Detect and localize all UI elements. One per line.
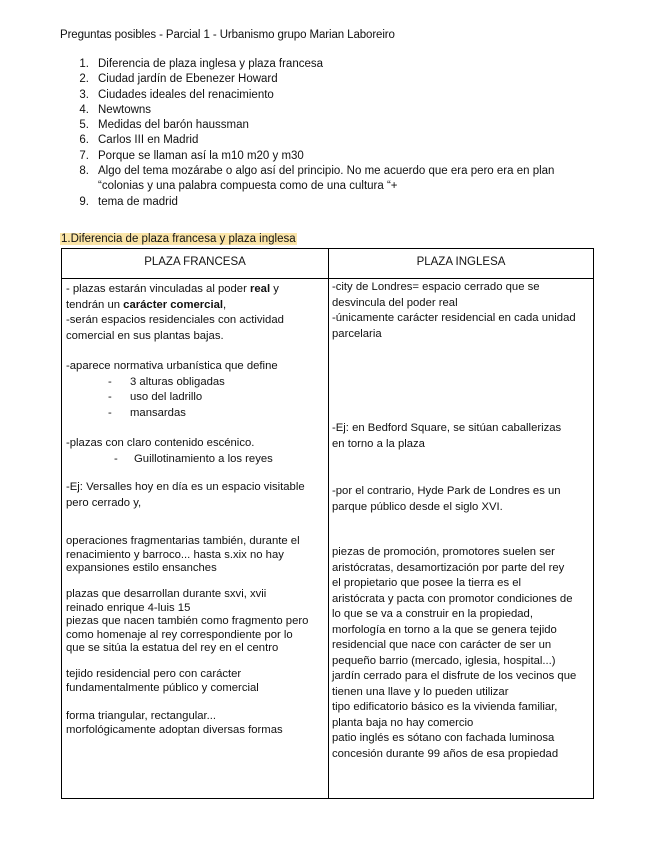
list-item: 3. Ciudades ideales del renacimiento — [79, 88, 274, 101]
francesa-block-2: -aparece normativa urbanística que define - 3 alturas obligadas - uso del ladrillo - mansardas — [66, 359, 278, 421]
list-item: 9. tema de madrid — [79, 195, 178, 208]
list-item: 7. Porque se llaman así la m10 m20 y m30 — [79, 149, 304, 162]
list-item: 6. Carlos III en Madrid — [79, 134, 199, 147]
list-item: 1. Diferencia de plaza inglesa y plaza francesa — [79, 58, 324, 70]
list-item: 4. Newtowns — [79, 103, 152, 116]
questions-list — [60, 57, 560, 210]
header-rule — [62, 278, 593, 279]
francesa-block-5: operaciones fragmentarias también, durante el renacimiento y barroco... hasta s.xix no hay expansiones estilo ensanches — [66, 535, 300, 574]
francesa-block-8: forma triangular, rectangular... morfológicamente adoptan diversas formas — [66, 710, 283, 736]
sub-item: - 3 alturas obligadas — [108, 375, 225, 388]
inglesa-block-4: piezas de promoción, promotores suelen ser aristócratas, desamortización por parte del rey el propietario que posee la tierra es el aristócrata y pacta con promotor condiciones de lo que se va a construir en la propiedad, morfología en torno a la que se genera tejido residencial que nace con carácter de ser un pequeño barrio (mercado, iglesia, hospital...) jardín cerrado para el disfrute de los vecinos que tienen una llave y lo pueden utilizar tipo edificatorio básico es la vivienda familiar, planta baja no hay comercio patio inglés es sótano con fachada luminosa concesión durante 99 años de esa propiedad — [332, 546, 577, 760]
list-item: 8. Algo del tema mozárabe o algo así del principio. No me acuerdo que era pero era en plan “colonias y una palabra compuesta como de una cultura “+ — [79, 165, 555, 193]
sub-item: - mansardas — [108, 406, 186, 419]
inglesa-block-3: -por el contrario, Hyde Park de Londres es un parque público desde el siglo XVI. — [332, 485, 561, 513]
sub-item: - uso del ladrillo — [108, 391, 203, 403]
header-plaza-francesa: PLAZA FRANCESA — [144, 256, 246, 268]
list-item: 2. Ciudad jardín de Ebenezer Howard — [79, 73, 278, 86]
header-plaza-inglesa: PLAZA INGLESA — [416, 256, 506, 268]
francesa-block-1: - plazas estarán vinculadas al poder real y tendrán un carácter comercial, -serán espacios residenciales con actividad comercial en sus plantas bajas. — [66, 283, 284, 342]
inglesa-block-1: -city de Londres= espacio cerrado que se desvincula del poder real -únicamente carácter residencial en cada unidad parcelaria — [332, 281, 576, 340]
section-heading: 1.Diferencia de plaza francesa y plaza inglesa — [61, 233, 296, 245]
sub-item: - Guillotinamiento a los reyes — [114, 452, 273, 465]
francesa-block-4: -Ej: Versalles hoy en día es un espacio visitable pero cerrado y, — [66, 481, 305, 509]
francesa-block-6: plazas que desarrollan durante sxvi, xvii reinado enrique 4-luis 15 piezas que nacen también como fragmento pero como homenaje al rey correspondiente por lo que se sitúa la estatua del rey en el centro — [66, 588, 309, 654]
list-item: 5. Medidas del barón haussman — [79, 119, 249, 132]
francesa-block-7: tejido residencial pero con carácter fundamentalmente público y comercial — [66, 668, 259, 694]
comparison-table — [61, 248, 594, 799]
francesa-block-3: -plazas con claro contenido escénico. - Guillotinamiento a los reyes — [66, 436, 273, 467]
page-title: Preguntas posibles - Parcial 1 - Urbanismo grupo Marian Laboreiro — [60, 29, 395, 41]
column-divider — [328, 249, 329, 798]
inglesa-block-2: -Ej: en Bedford Square, se sitúan caballerizas en torno a la plaza — [332, 422, 562, 450]
